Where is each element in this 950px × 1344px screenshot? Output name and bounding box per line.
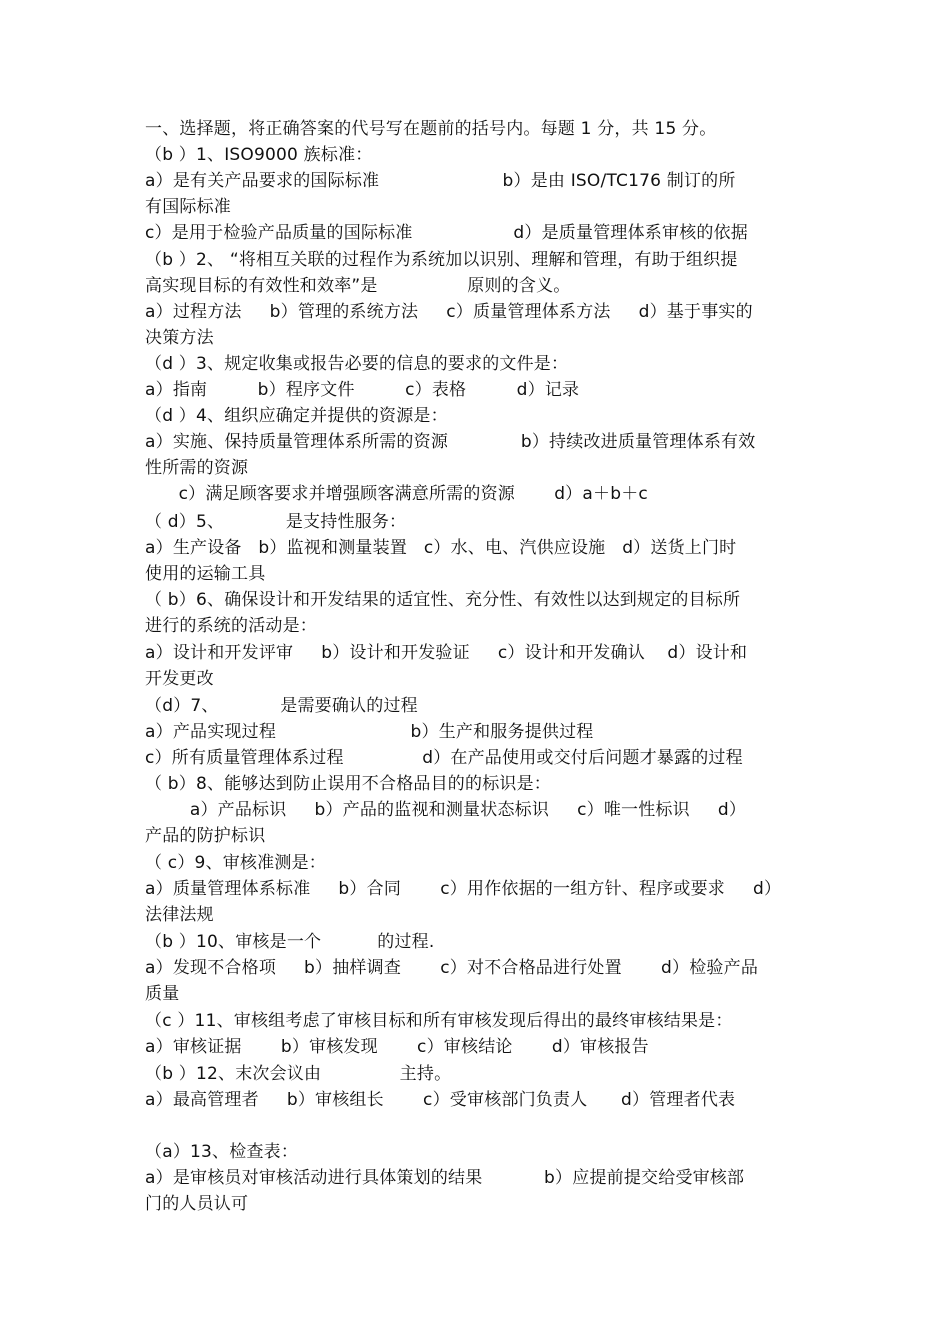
section-heading: 一、选择题，将正确答案的代号写在题前的括号内。每题 1 分，共 15 分。: [145, 119, 717, 139]
document-line: c）满足顾客要求并增强顾客满意所需的资源 d）a＋b＋c: [145, 484, 648, 504]
document-line: （b ）10、审核是一个 的过程.: [145, 932, 435, 952]
document-line: （b ）2、 “将相互关联的过程作为系统加以识别、理解和管理，有助于组织提: [145, 250, 738, 270]
document-line: 质量: [145, 984, 180, 1004]
document-line: （ b）6、确保设计和开发结果的适宜性、充分性、有效性以达到规定的目标所: [145, 590, 741, 610]
document-line: （ c）9、审核准测是：: [145, 853, 326, 873]
document-line: 有国际标准: [145, 197, 231, 217]
document-line: （c ）11、审核组考虑了审核目标和所有审核发现后得出的最终审核结果是：: [145, 1011, 733, 1031]
document-line: a）设计和开发评审 b）设计和开发验证 c）设计和开发确认 d）设计和: [145, 643, 748, 663]
document-line: a）产品标识 b）产品的监视和测量状态标识 c）唯一性标识 d）: [145, 800, 747, 820]
document-line: 决策方法: [145, 328, 214, 348]
document-line: 高实现目标的有效性和效率”是 原则的含义。: [145, 276, 571, 296]
document-line: a）实施、保持质量管理体系所需的资源 b）持续改进质量管理体系有效: [145, 432, 756, 452]
document-line: （b ）1、ISO9000 族标准：: [145, 145, 373, 165]
document-line: c）所有质量管理体系过程 d）在产品使用或交付后问题才暴露的过程: [145, 748, 743, 768]
document-line: a）是审核员对审核活动进行具体策划的结果 b）应提前提交给受审核部: [145, 1168, 745, 1188]
document-line: a）是有关产品要求的国际标准 b）是由 ISO/TC176 制订的所: [145, 171, 736, 191]
document-line: a）产品实现过程 b）生产和服务提供过程: [145, 722, 594, 742]
document-line: a）发现不合格项 b）抽样调查 c）对不合格品进行处置 d）检验产品: [145, 958, 759, 978]
document-line: a）审核证据 b）审核发现 c）审核结论 d）审核报告: [145, 1037, 649, 1057]
document-line: 使用的运输工具: [145, 564, 266, 584]
document-line: （a）13、检查表：: [145, 1142, 299, 1162]
document-line: 进行的系统的活动是：: [145, 616, 317, 636]
document-line: a）过程方法 b）管理的系统方法 c）质量管理体系方法 d）基于事实的: [145, 302, 753, 322]
document-line: 开发更改: [145, 669, 214, 689]
document-line: a）指南 b）程序文件 c）表格 d）记录: [145, 380, 580, 400]
document-line: 门的人员认可: [145, 1194, 249, 1214]
document-line: 性所需的资源: [145, 458, 249, 478]
document-line: （d）7、 是需要确认的过程: [145, 696, 418, 716]
document-line: （ b）8、能够达到防止误用不合格品目的的标识是：: [145, 774, 552, 794]
document-line: （d ）3、规定收集或报告必要的信息的要求的文件是：: [145, 354, 569, 374]
document-line: （b ）12、末次会议由 主持。: [145, 1064, 452, 1084]
document-line: a）质量管理体系标准 b）合同 c）用作依据的一组方针、程序或要求 d）: [145, 879, 782, 899]
document-line: （d ）4、组织应确定并提供的资源是：: [145, 406, 448, 426]
document-line: 产品的防护标识: [145, 826, 266, 846]
document-line: a）最高管理者 b）审核组长 c）受审核部门负责人 d）管理者代表: [145, 1090, 736, 1110]
document-line: a）生产设备 b）监视和测量装置 c）水、电、汽供应设施 d）送货上门时: [145, 538, 737, 558]
document-line: （ d）5、 是支持性服务：: [145, 512, 407, 532]
document-line: c）是用于检验产品质量的国际标准 d）是质量管理体系审核的依据: [145, 223, 749, 243]
document-line: 法律法规: [145, 905, 214, 925]
